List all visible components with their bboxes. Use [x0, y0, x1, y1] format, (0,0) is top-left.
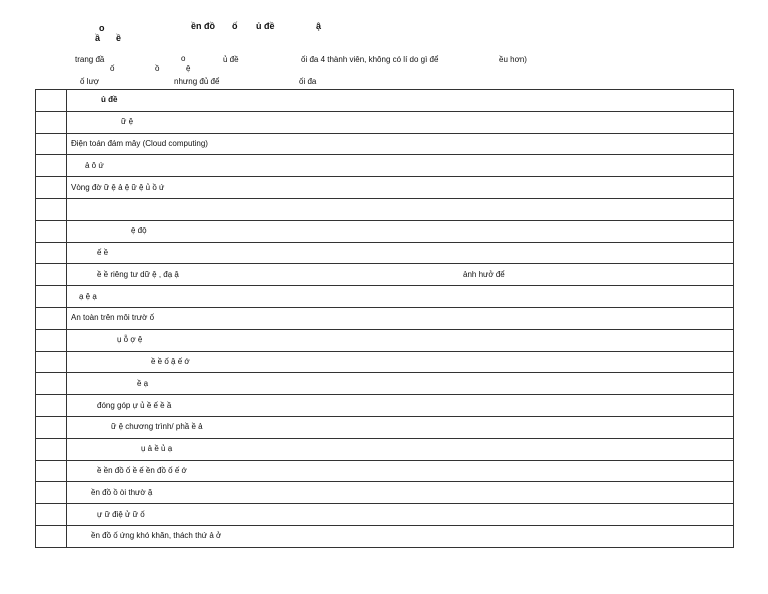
table-topic-cell — [67, 504, 734, 526]
table-number-cell — [36, 177, 67, 199]
topic-text: ền đồ ố ứng khó khăn, thách thứ ả ở — [91, 531, 222, 541]
instruction-fragment: ố lượ — [80, 77, 100, 86]
instruction-fragment: nhưng đủ để — [174, 77, 220, 86]
topic-text-right: ảnh hưở để — [463, 269, 505, 279]
topic-text: ệ độ — [131, 226, 147, 236]
table-topic-cell — [67, 416, 734, 438]
instruction-fragment: ối đa — [299, 77, 317, 86]
table-number-cell — [36, 111, 67, 133]
instruction-fragment: ủ đề — [223, 55, 239, 64]
table-number-cell — [36, 286, 67, 308]
table-number-cell — [36, 504, 67, 526]
table-number-cell — [36, 90, 67, 112]
table-row — [36, 504, 734, 526]
table-row — [36, 329, 734, 351]
topic-text: ạ ệ ạ — [79, 291, 97, 301]
table-number-cell — [36, 438, 67, 460]
topic-text: đóng góp ự ủ ề ế ề ầ — [97, 400, 172, 410]
table-number-cell — [36, 155, 67, 177]
topics-table — [35, 89, 734, 548]
table-topic-cell — [67, 220, 734, 242]
table-number-cell — [36, 416, 67, 438]
topic-text: Điện toán đám mây (Cloud computing) — [71, 138, 208, 148]
table-topic-cell — [67, 351, 734, 373]
table-topic-cell — [67, 264, 734, 286]
table-topic-cell — [67, 286, 734, 308]
instruction-fragment: ối đa 4 thành viên, không có lí do gì để — [301, 55, 439, 64]
table-row — [36, 307, 734, 329]
instruction-fragment: trang đầ — [75, 55, 105, 64]
table-number-cell — [36, 482, 67, 504]
table-row — [36, 416, 734, 438]
table-row — [36, 438, 734, 460]
table-topic-cell — [67, 155, 734, 177]
topic-text: An toàn trên môi trườ ố — [71, 313, 155, 323]
table-topic-cell — [67, 177, 734, 199]
table-row — [36, 198, 734, 220]
topic-text: ữ ệ — [121, 117, 134, 127]
title-fragment: ố — [232, 21, 238, 31]
table-number-cell — [36, 351, 67, 373]
title-fragment: o — [99, 23, 105, 33]
table-topic-cell — [67, 525, 734, 547]
table-row — [36, 482, 734, 504]
title-fragment: ủ đề — [256, 21, 275, 31]
table-row — [36, 264, 734, 286]
instruction-fragment: o — [181, 54, 186, 63]
topic-text: Vòng đờ ữ ệ ả ệ ữ ệ ủ ồ ứ — [71, 182, 165, 192]
table-row — [36, 242, 734, 264]
topic-text: ề ề riêng tư dữ ệ , đạ ậ — [97, 269, 179, 279]
instruction-fragment: ồ — [155, 64, 160, 73]
instruction-fragment: ố — [110, 64, 115, 73]
table-number-cell — [36, 395, 67, 417]
topic-text: ề ề ố ậ ế ớ — [151, 356, 190, 366]
topic-text: ự ữ điệ ử ữ ố — [97, 509, 145, 519]
table-row — [36, 111, 734, 133]
table-number-cell — [36, 133, 67, 155]
table-row — [36, 395, 734, 417]
table-number-cell — [36, 198, 67, 220]
table-number-cell — [36, 242, 67, 264]
topic-text: ả ô ứ — [85, 160, 104, 170]
topic-text: ữ ệ chương trình/ phầ ề ả — [111, 422, 203, 432]
table-number-cell — [36, 525, 67, 547]
topic-text: ụ ả ề ủ ạ — [141, 444, 173, 454]
table-number-cell — [36, 329, 67, 351]
table-topic-cell — [67, 307, 734, 329]
table-row — [36, 155, 734, 177]
table-row — [36, 525, 734, 547]
table-row — [36, 133, 734, 155]
table-number-cell — [36, 460, 67, 482]
table-topic-cell — [67, 460, 734, 482]
topic-text: ề ền đồ ố ề ế ền đồ ố ế ớ — [97, 465, 187, 475]
table-row — [36, 220, 734, 242]
table-topic-cell — [67, 111, 734, 133]
table-header-row — [36, 90, 734, 112]
topic-text: ụ ỗ ợ ệ — [117, 335, 143, 345]
table-topic-cell — [67, 329, 734, 351]
table-row — [36, 460, 734, 482]
table-header-cell — [67, 90, 734, 112]
topic-text: ề ạ — [137, 378, 149, 388]
table-topic-cell — [67, 373, 734, 395]
title-fragment: ề — [116, 33, 122, 43]
title-fragment: ậ — [316, 21, 322, 31]
table-row — [36, 351, 734, 373]
instruction-fragment: ệ — [186, 64, 191, 73]
table-topic-cell — [67, 242, 734, 264]
title-fragment: ền đồ — [191, 21, 215, 31]
topic-text: ền đồ ồ òi thườ ặ — [91, 487, 153, 497]
title-fragment: ầ — [95, 33, 101, 43]
table-row — [36, 286, 734, 308]
table-number-cell — [36, 307, 67, 329]
topic-text: ế ề — [97, 247, 109, 257]
table-number-cell — [36, 220, 67, 242]
instruction-fragment: ều hơn) — [499, 55, 527, 64]
table-topic-cell — [67, 438, 734, 460]
table-number-cell — [36, 373, 67, 395]
table-row — [36, 177, 734, 199]
table-topic-cell — [67, 133, 734, 155]
table-topic-cell — [67, 198, 734, 220]
header-label: ủ đề — [101, 95, 118, 105]
table-topic-cell — [67, 395, 734, 417]
table-topic-cell — [67, 482, 734, 504]
table-row — [36, 373, 734, 395]
table-number-cell — [36, 264, 67, 286]
